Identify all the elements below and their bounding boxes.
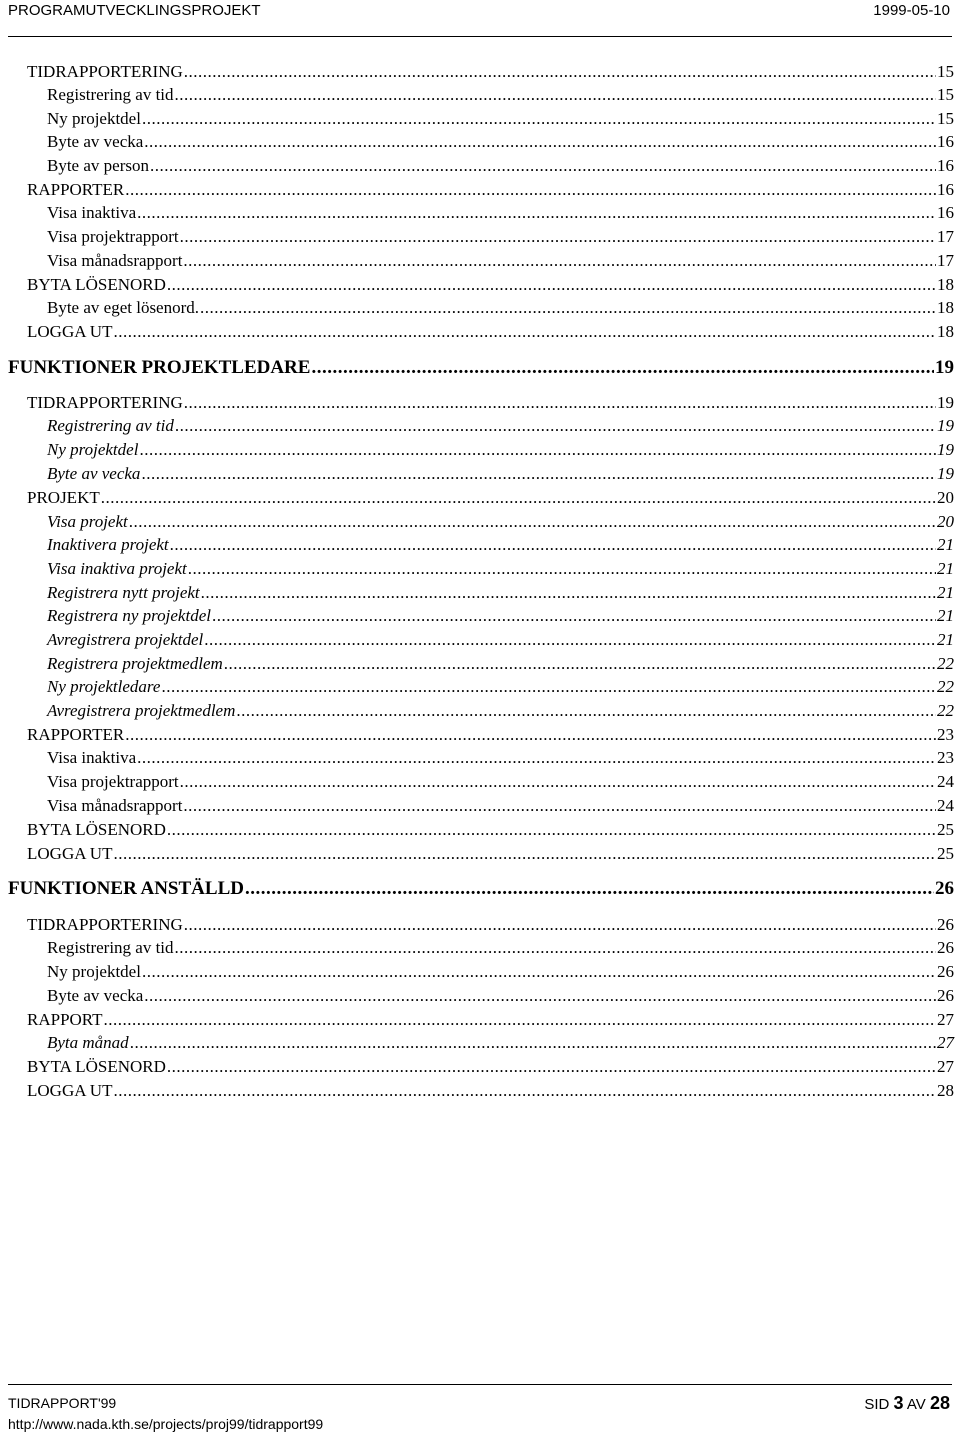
toc-entry-title: FUNKTIONER ANSTÄLLD (8, 878, 244, 899)
toc-entry-page: 19 (937, 464, 954, 483)
toc-entry-title: TIDRAPPORTERING (27, 915, 183, 934)
toc-entry[interactable] (47, 606, 954, 626)
toc-entry-title: LOGGA UT (27, 1081, 113, 1100)
toc-entry-page: 15 (937, 109, 954, 128)
toc-entry[interactable] (27, 180, 954, 200)
toc-entry[interactable] (27, 1081, 954, 1101)
dot-leader (167, 275, 936, 295)
toc-entry-page: 27 (937, 1057, 954, 1076)
page-number: 3 (893, 1393, 904, 1413)
toc-entry-title: Registrering av tid (47, 416, 174, 435)
dot-leader (125, 180, 936, 200)
toc-entry-page: 16 (937, 132, 954, 151)
toc-entry-page: 21 (937, 559, 954, 578)
toc-entry[interactable] (47, 535, 954, 555)
toc-entry[interactable] (47, 677, 954, 697)
toc-entry-title: RAPPORT (27, 1010, 103, 1029)
dot-leader (139, 440, 936, 460)
toc-entry-title: Ny projektdel (47, 962, 141, 981)
dot-leader (184, 915, 936, 935)
toc-entry-page: 17 (937, 251, 954, 270)
toc-entry-page: 25 (937, 844, 954, 863)
dot-leader (101, 488, 936, 508)
toc-entry-title: Registrera projektmedlem (47, 654, 223, 673)
toc-entry[interactable] (27, 393, 954, 413)
toc-entry-page: 20 (937, 512, 954, 531)
toc-entry[interactable] (47, 440, 954, 460)
dot-leader (142, 109, 936, 129)
toc-entry-page: 19 (937, 440, 954, 459)
dot-leader (201, 583, 936, 603)
toc-entry-page: 26 (937, 915, 954, 934)
toc-entry[interactable] (47, 748, 954, 768)
header-title: PROGRAMUTVECKLINGSPROJEKT (8, 2, 261, 19)
toc-entry[interactable] (47, 464, 954, 484)
toc-entry[interactable] (27, 820, 954, 840)
toc-entry[interactable] (8, 878, 954, 900)
toc-entry-title: Registrering av tid (47, 938, 174, 957)
toc-entry[interactable] (47, 298, 954, 318)
toc-entry-page: 27 (937, 1010, 954, 1029)
toc-entry-title: RAPPORTER (27, 180, 125, 199)
page-footer (8, 1384, 952, 1432)
dot-leader (137, 203, 936, 223)
dot-leader (104, 1010, 936, 1030)
dot-leader (184, 393, 936, 413)
toc-entry-title: Inaktivera projekt (47, 535, 169, 554)
toc-entry-page: 18 (937, 275, 954, 294)
toc-entry-title: LOGGA UT (27, 322, 113, 341)
toc-entry-title: BYTA LÖSENORD (27, 1057, 166, 1076)
toc-entry-page: 28 (937, 1081, 954, 1100)
dot-leader (212, 606, 936, 626)
toc-entry[interactable] (47, 559, 954, 579)
dot-leader (113, 1081, 936, 1101)
dot-leader (200, 298, 936, 318)
dot-leader (125, 725, 936, 745)
toc-entry[interactable] (27, 1057, 954, 1077)
header-date: 1999-05-10 (873, 2, 950, 19)
toc-entry-title: Byta månad (47, 1033, 129, 1052)
toc-entry-page: 19 (935, 357, 954, 378)
toc-entry[interactable] (8, 357, 954, 379)
dot-leader (183, 796, 936, 816)
toc-entry-title: Ny projektdel (47, 109, 141, 128)
toc-entry-page: 17 (937, 227, 954, 246)
dot-leader (113, 322, 936, 342)
toc-entry-page: 18 (937, 322, 954, 341)
toc-entry[interactable] (47, 203, 954, 223)
toc-entry-page: 16 (937, 180, 954, 199)
dot-leader (142, 962, 936, 982)
page-header (8, 0, 952, 37)
toc-entry-title: LOGGA UT (27, 844, 113, 863)
dot-leader (180, 227, 936, 247)
toc-entry-page: 22 (937, 654, 954, 673)
toc-entry-title: Visa månadsrapport (47, 251, 183, 270)
toc-entry-title: Visa inaktiva (47, 748, 137, 767)
toc-entry[interactable] (47, 132, 954, 152)
toc-entry[interactable] (27, 1010, 954, 1030)
toc-entry-page: 18 (937, 298, 954, 317)
toc-entry-title: TIDRAPPORTERING (27, 393, 183, 412)
toc-entry-page: 24 (937, 796, 954, 815)
dot-leader (129, 512, 936, 532)
toc-entry-page: 19 (937, 416, 954, 435)
toc-entry-page: 25 (937, 820, 954, 839)
toc-entry[interactable] (47, 583, 954, 603)
dot-leader (184, 62, 936, 82)
toc-entry-title: Byte av eget lösenord. (47, 298, 200, 317)
toc-entry-page: 16 (937, 203, 954, 222)
toc-entry-title: RAPPORTER (27, 725, 125, 744)
dot-leader (175, 938, 936, 958)
toc-entry-title: Visa projektrapport (47, 772, 179, 791)
toc-entry-title: Visa månadsrapport (47, 796, 183, 815)
toc-entry[interactable] (27, 844, 954, 864)
toc-entry[interactable] (47, 654, 954, 674)
toc-entry[interactable] (47, 630, 954, 650)
toc-entry-page: 26 (937, 986, 954, 1005)
toc-entry-page: 15 (937, 85, 954, 104)
toc-entry-page: 15 (937, 62, 954, 81)
toc-entry[interactable] (47, 701, 954, 721)
dot-leader (167, 820, 936, 840)
dot-leader (113, 844, 936, 864)
toc-entry[interactable] (47, 772, 954, 792)
toc-entry-title: Visa inaktiva projekt (47, 559, 187, 578)
toc-entry-page: 24 (937, 772, 954, 791)
toc-entry-title: PROJEKT (27, 488, 100, 507)
toc-entry[interactable] (47, 512, 954, 532)
toc-entry-title: Byte av person (47, 156, 149, 175)
toc-entry[interactable] (27, 488, 954, 508)
dot-leader (175, 416, 936, 436)
dot-leader (141, 464, 936, 484)
toc-entry[interactable] (47, 416, 954, 436)
dot-leader (170, 535, 936, 555)
toc-entry[interactable] (47, 986, 954, 1006)
toc-entry[interactable] (47, 227, 954, 247)
toc-entry-page: 22 (937, 677, 954, 696)
toc-entry-page: 26 (937, 938, 954, 957)
toc-entry-title: BYTA LÖSENORD (27, 275, 166, 294)
toc-entry-title: Byte av vecka (47, 132, 144, 151)
footer-doc-name: TIDRAPPORT'99 (8, 1395, 117, 1411)
dot-leader (204, 630, 936, 650)
toc-entry[interactable] (27, 275, 954, 295)
dot-leader (137, 748, 936, 768)
toc-entry[interactable] (27, 322, 954, 342)
toc-entry-title: Visa projekt (47, 512, 128, 531)
toc-entry[interactable] (47, 962, 954, 982)
dot-leader (224, 654, 936, 674)
toc-entry-title: TIDRAPPORTERING (27, 62, 183, 81)
toc-entry-page: 19 (937, 393, 954, 412)
page-prefix: SID (864, 1396, 890, 1413)
toc-entry-page: 21 (937, 583, 954, 602)
toc-entry-title: Avregistrera projektdel (47, 630, 204, 649)
dot-leader (144, 132, 936, 152)
dot-leader (175, 85, 936, 105)
toc-entry-page: 21 (937, 630, 954, 649)
page-total: 28 (929, 1393, 950, 1413)
toc-entry-page: 27 (937, 1033, 954, 1052)
footer-url[interactable]: http://www.nada.kth.se/projects/proj99/tidrapport99 (8, 1416, 324, 1432)
toc-entry[interactable] (47, 938, 954, 958)
toc-entry[interactable] (27, 915, 954, 935)
toc-entry-title: Ny projektdel (47, 440, 139, 459)
toc-entry-title: BYTA LÖSENORD (27, 820, 166, 839)
toc-entry[interactable] (47, 156, 954, 176)
toc-entry[interactable] (47, 251, 954, 271)
toc-entry-title: FUNKTIONER PROJEKTLEDARE (8, 357, 311, 378)
page-separator: AV (906, 1396, 926, 1413)
toc-entry-title: Registrera ny projektdel (47, 606, 211, 625)
toc-entry-page: 21 (937, 535, 954, 554)
toc-entry-title: Registrera nytt projekt (47, 583, 200, 602)
toc-entry-page: 26 (935, 878, 954, 899)
toc-entry-page: 16 (937, 156, 954, 175)
toc-entry[interactable] (47, 1033, 954, 1053)
toc-entry[interactable] (27, 62, 954, 82)
toc-entry-title: Byte av vecka (47, 986, 144, 1005)
toc-entry-page: 23 (937, 748, 954, 767)
toc-entry-page: 21 (937, 606, 954, 625)
toc-entry[interactable] (47, 85, 954, 105)
toc-entry[interactable] (27, 725, 954, 745)
toc-entry-title: Visa inaktiva (47, 203, 137, 222)
dot-leader (144, 986, 936, 1006)
dot-leader (180, 772, 936, 792)
toc-entry-title: Registrering av tid (47, 85, 174, 104)
dot-leader (167, 1057, 936, 1077)
toc-entry[interactable] (47, 796, 954, 816)
toc-entry-page: 20 (937, 488, 954, 507)
dot-leader (130, 1033, 936, 1053)
dot-leader (188, 559, 936, 579)
dot-leader (183, 251, 936, 271)
toc-entry-page: 26 (937, 962, 954, 981)
dot-leader (150, 156, 936, 176)
toc-entry-page: 22 (937, 701, 954, 720)
toc-entry-title: Visa projektrapport (47, 227, 179, 246)
toc-entry-title: Ny projektledare (47, 677, 161, 696)
dot-leader (311, 357, 934, 379)
toc-entry-title: Byte av vecka (47, 464, 141, 483)
toc-entry[interactable] (47, 109, 954, 129)
dot-leader (161, 677, 936, 697)
toc-entry-title: Avregistrera projektmedlem (47, 701, 236, 720)
footer-page-indicator (864, 1393, 950, 1414)
dot-leader (236, 701, 936, 721)
dot-leader (245, 878, 934, 900)
toc-entry-page: 23 (937, 725, 954, 744)
